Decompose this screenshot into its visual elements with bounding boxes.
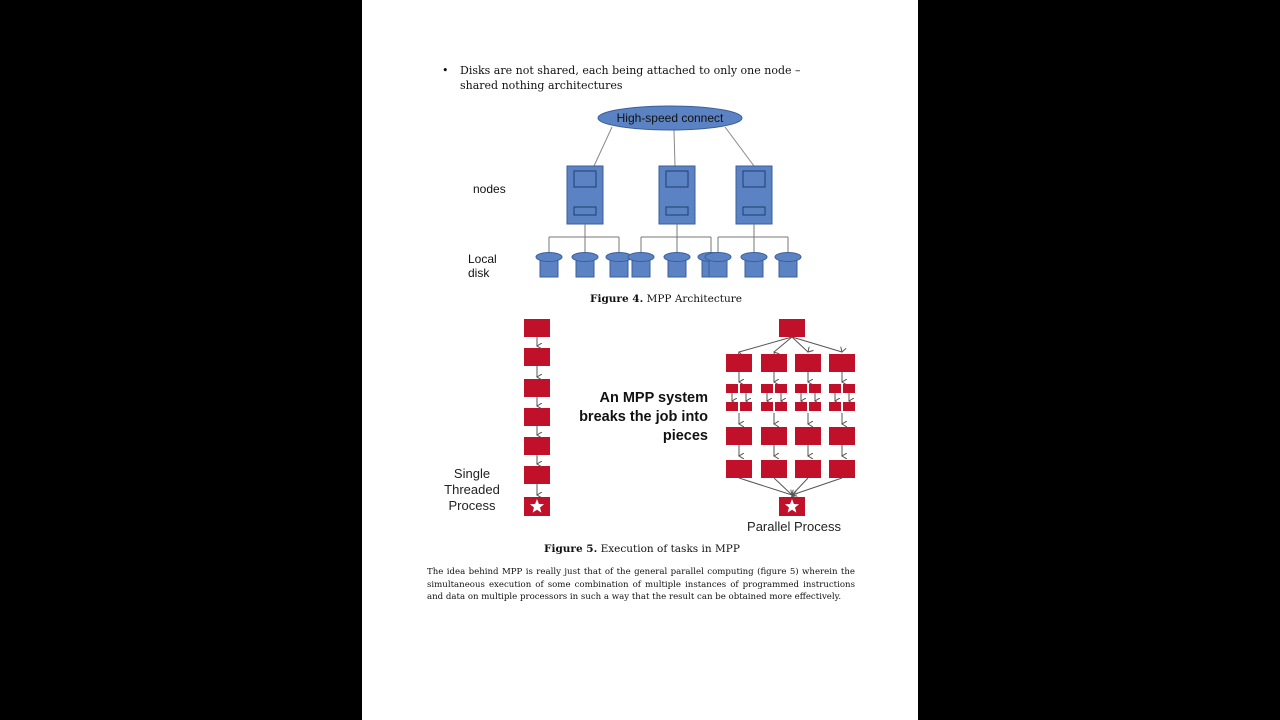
figure-4-caption: [590, 293, 742, 305]
parallel-task-block: [795, 460, 821, 478]
parallel-task-block: [829, 427, 855, 445]
parallel-task-block: [761, 354, 787, 372]
node-server-panel: [574, 171, 596, 187]
task-block: [524, 319, 550, 337]
connect-line: [725, 127, 754, 166]
figure-5-diagram: [362, 312, 918, 540]
local-disk-top: [572, 253, 598, 262]
sub-task-block: [829, 402, 841, 411]
local-disk-top: [775, 253, 801, 262]
parallel-task-block: [726, 427, 752, 445]
sub-task-block: [809, 402, 821, 411]
task-block: [524, 348, 550, 366]
parallel-task-block: [829, 354, 855, 372]
node-server-slot: [574, 207, 596, 215]
parallel-process-label: Parallel Process: [747, 519, 841, 534]
sub-task-block: [761, 384, 773, 393]
figure-4-diagram: [362, 100, 918, 285]
parallel-task-block: [795, 354, 821, 372]
local-disk-label-line2: disk: [468, 266, 490, 280]
local-disk-label-line1: Local: [468, 252, 497, 266]
local-disk-top: [705, 253, 731, 262]
mpp-label-line2: breaks the job into: [579, 409, 708, 425]
local-disk-top: [628, 253, 654, 262]
task-block: [524, 379, 550, 397]
single-threaded-label-line2: Threaded: [444, 482, 500, 497]
figure-5-caption-number: Figure 5.: [544, 543, 598, 555]
connect-label: High-speed connect: [616, 111, 724, 125]
sub-task-block: [740, 402, 752, 411]
local-disk-top: [664, 253, 690, 262]
single-threaded-label-line1: Single: [453, 466, 491, 481]
figure-5-caption: [544, 543, 740, 555]
sub-task-block: [726, 402, 738, 411]
local-disk-top: [536, 253, 562, 262]
connect-line: [594, 127, 612, 166]
figure-4-caption-text: MPP Architecture: [646, 293, 742, 305]
sub-task-block: [795, 402, 807, 411]
parallel-task-block: [761, 427, 787, 445]
merge-arrow: [739, 478, 792, 495]
parallel-task-block: [726, 460, 752, 478]
sub-task-block: [829, 384, 841, 393]
parallel-task-block: [761, 460, 787, 478]
root-task-block: [779, 319, 805, 337]
sub-task-block: [809, 384, 821, 393]
bullet-text: Disks are not shared, each being attached to only one node – shared nothing architectures: [460, 64, 801, 92]
figure-5-caption-text: Execution of tasks in MPP: [600, 543, 740, 555]
node-server-panel: [743, 171, 765, 187]
node-server-slot: [743, 207, 765, 215]
split-arrow: [739, 337, 792, 352]
document-page: [362, 0, 918, 720]
task-block: [524, 408, 550, 426]
mpp-label-line3: pieces: [662, 428, 708, 444]
single-threaded-label-line3: Process: [448, 498, 496, 513]
node-server-slot: [666, 207, 688, 215]
parallel-task-block: [795, 427, 821, 445]
body-paragraph: The idea behind MPP is really just that of the general parallel computing (figure 5) wherein the simultaneous execution of some combination of multiple instances of programmed instructions and data on multiple processors in such a way that the result can be obtained more effectively.: [427, 567, 855, 602]
sub-task-block: [843, 402, 855, 411]
figure-4-caption-number: Figure 4.: [590, 293, 644, 305]
local-disk-top: [741, 253, 767, 262]
sub-task-block: [775, 402, 787, 411]
parallel-task-block: [829, 460, 855, 478]
parallel-task-block: [726, 354, 752, 372]
task-block: [524, 466, 550, 484]
sub-task-block: [843, 384, 855, 393]
node-server-panel: [666, 171, 688, 187]
task-block: [524, 437, 550, 455]
sub-task-block: [761, 402, 773, 411]
sub-task-block: [795, 384, 807, 393]
sub-task-block: [775, 384, 787, 393]
mpp-label-line1: An MPP system: [599, 390, 708, 406]
sub-task-block: [740, 384, 752, 393]
bullet-marker: •: [442, 64, 449, 77]
connect-line: [674, 130, 675, 166]
sub-task-block: [726, 384, 738, 393]
nodes-label: nodes: [473, 182, 506, 196]
